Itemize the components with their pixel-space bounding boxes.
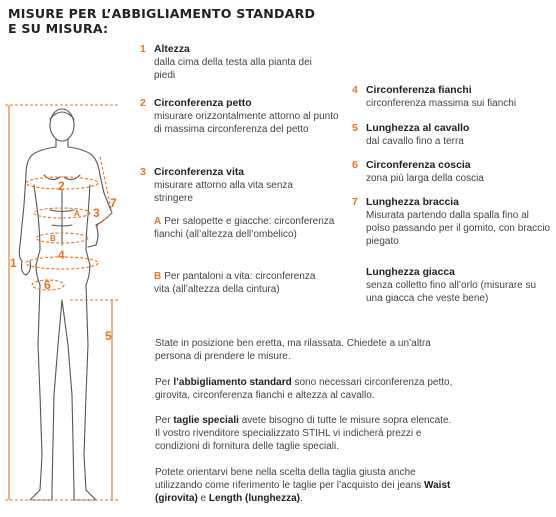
measure-desc: senza colletto fino all’orlo (misurare su una giacca che veste bene) bbox=[366, 280, 537, 304]
measure-number: 2 bbox=[140, 97, 146, 109]
sub-item-letter: A bbox=[154, 216, 162, 227]
p2-bold: l’abbigliamento standard bbox=[173, 377, 292, 388]
measure-7 bbox=[352, 196, 554, 248]
title-line-1: MISURE PER L’ABBIGLIAMENTO STANDARD bbox=[8, 6, 316, 21]
sub-item-a bbox=[154, 215, 344, 241]
measure-6 bbox=[352, 159, 552, 185]
sub-item-letter: B bbox=[154, 271, 162, 282]
measure-3 bbox=[140, 166, 345, 205]
measure-number: 7 bbox=[352, 196, 358, 208]
measure-1 bbox=[140, 43, 340, 82]
paragraph-jeans bbox=[155, 466, 455, 505]
fig-label-b: B bbox=[50, 234, 56, 243]
measure-2 bbox=[140, 97, 345, 136]
measure-desc: Misurata partendo dalla spalla fino al polso passando per il gomito, con braccio piegato bbox=[366, 210, 550, 247]
sub-item-b bbox=[154, 270, 329, 296]
measure-desc: circonferenza massima sui fianchi bbox=[366, 98, 517, 109]
measure-desc: dalla cima della testa alla pianta dei piedi bbox=[154, 57, 312, 81]
title-line-2: E SU MISURA: bbox=[8, 21, 109, 36]
p4-text-e: . bbox=[300, 493, 303, 504]
fig-label-a: A bbox=[74, 209, 80, 218]
p2-text-a: Per bbox=[155, 377, 174, 388]
p3-bold: taglie speciali bbox=[173, 415, 239, 426]
measure-desc: misurare attorno alla vita senza stringere bbox=[154, 180, 293, 204]
measure-label: Altezza bbox=[154, 44, 190, 55]
p3-text-a: Per bbox=[155, 415, 174, 426]
measure-label: Circonferenza coscia bbox=[366, 160, 471, 171]
measure-jacket-length bbox=[352, 266, 554, 305]
measure-5 bbox=[352, 122, 552, 148]
measure-label: Circonferenza vita bbox=[154, 167, 245, 178]
fig-label-6: 6 bbox=[44, 278, 51, 292]
sub-item-text: Per salopette e giacche: circonferenza fianchi (all’altezza dell’ombelico) bbox=[154, 216, 335, 240]
fig-label-1: 1 bbox=[10, 256, 17, 270]
measure-label: Circonferenza petto bbox=[154, 98, 252, 109]
measure-number: 5 bbox=[352, 122, 358, 134]
measure-label: Circonferenza fianchi bbox=[366, 85, 472, 96]
measure-label: Lunghezza braccia bbox=[366, 197, 459, 208]
measure-desc: zona più larga della coscia bbox=[366, 173, 484, 184]
body-measurement-figure bbox=[0, 95, 150, 515]
measure-4 bbox=[352, 84, 552, 110]
paragraph-standard bbox=[155, 376, 455, 402]
measure-number: 1 bbox=[140, 43, 146, 55]
p4-text-c: e bbox=[197, 493, 209, 504]
paragraph-special bbox=[155, 414, 455, 453]
page-title bbox=[8, 6, 338, 36]
p4-bold-waist: Waist (girovita) bbox=[155, 480, 451, 504]
measure-label: Lunghezza al cavallo bbox=[366, 123, 470, 134]
measure-label: Lunghezza giacca bbox=[366, 267, 455, 278]
measure-number: 4 bbox=[352, 84, 358, 96]
measure-desc: misurare orizzontalmente attorno al punto di massima circonferenza del petto bbox=[154, 111, 339, 135]
fig-label-4: 4 bbox=[58, 248, 65, 262]
paragraph-instructions: State in posizione ben eretta, ma rilassata. Chiedete a un’altra persona di prendere le misure. bbox=[155, 338, 431, 362]
fig-label-3: 3 bbox=[93, 206, 100, 220]
p4-text-a: Potete orientarvi bene nella scelta della taglia giusta anche utilizzando come riferimento le taglie per l’acquisto dei jeans bbox=[155, 467, 425, 491]
fig-label-2: 2 bbox=[58, 179, 65, 193]
p3-text-c: avete bisogno di tutte le misure sopra elencate. Il vostro rivenditore specializzato STIHL vi indicherà prezzi e condizioni di fornitura delle taglie speciali. bbox=[155, 415, 452, 452]
fig-label-7: 7 bbox=[110, 196, 117, 210]
measure-number: 3 bbox=[140, 166, 146, 178]
fig-label-5: 5 bbox=[105, 329, 112, 343]
p2-text-c: sono necessari circonferenza petto, girovita, circonferenza fianchi e altezza al cavallo. bbox=[155, 377, 453, 401]
measure-desc: dal cavallo fino a terra bbox=[366, 136, 464, 147]
sub-item-text: Per pantaloni a vita: circonferenza vita (all’altezza della cintura) bbox=[154, 271, 316, 295]
p4-bold-length: Length (lunghezza) bbox=[208, 493, 301, 504]
measure-number: 6 bbox=[352, 159, 358, 171]
